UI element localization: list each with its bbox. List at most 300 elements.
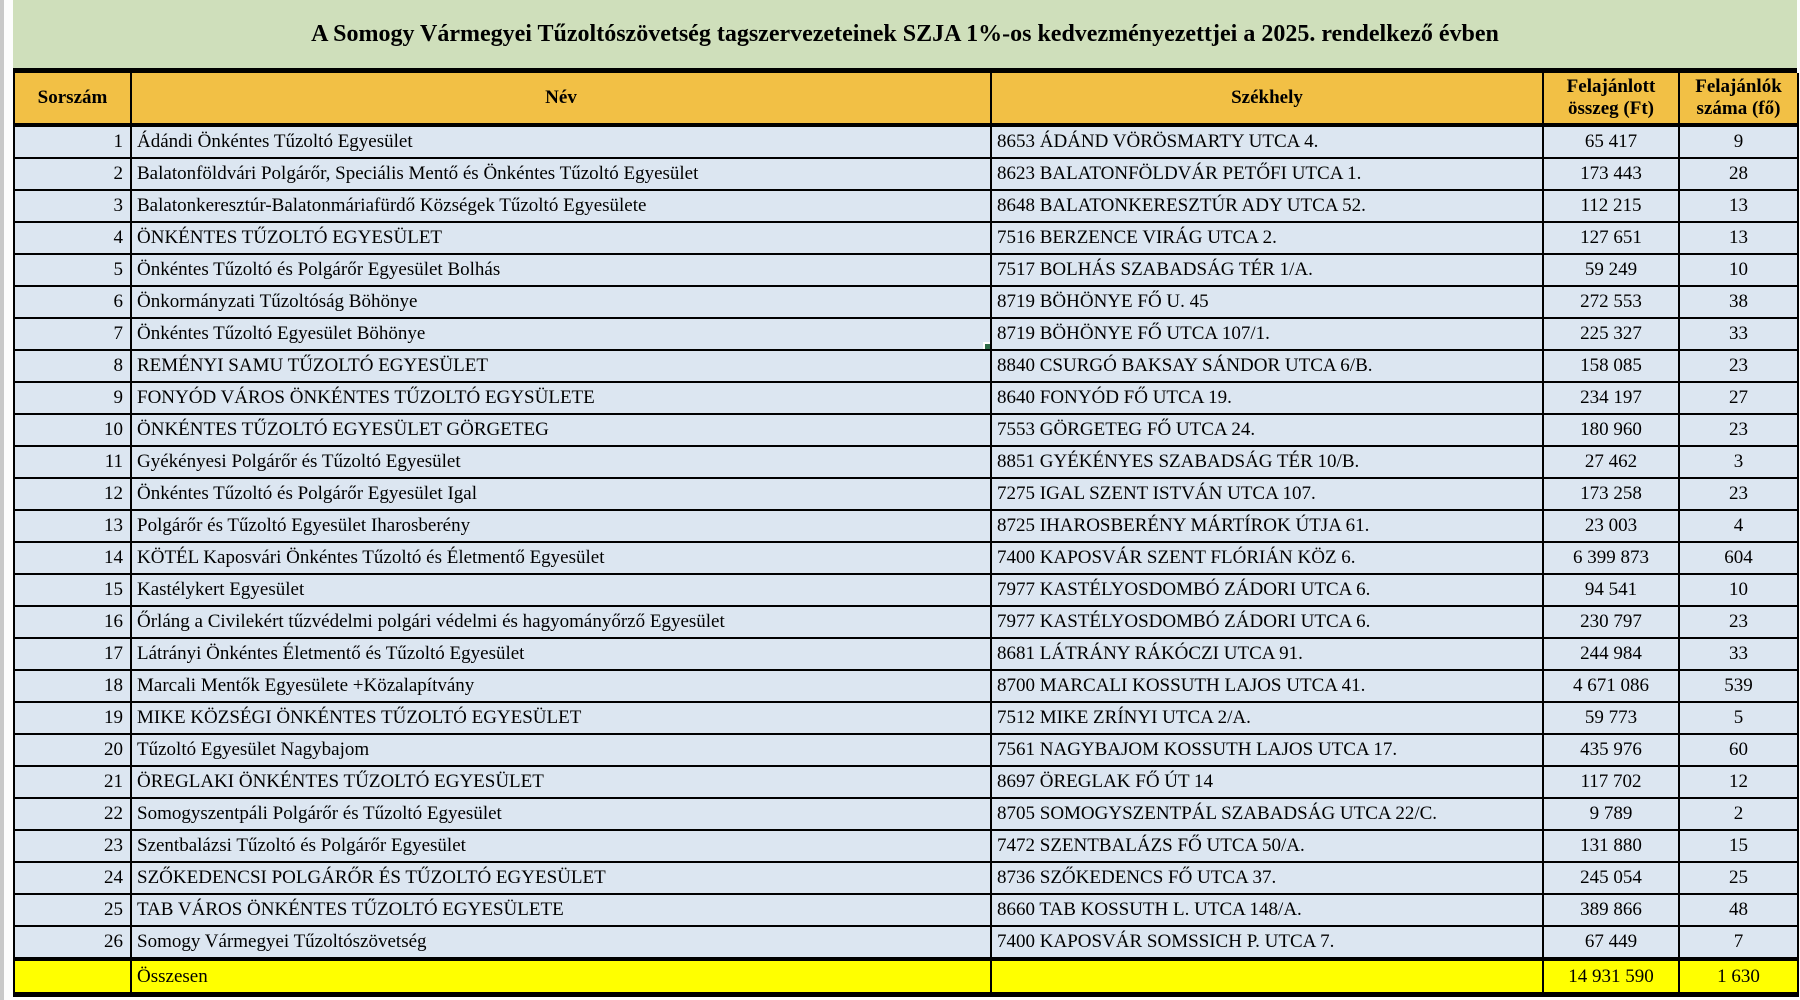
table-row (14, 606, 1798, 638)
address-cell-text: 8653 ÁDÁND VÖRÖSMARTY UTCA 4. (997, 131, 1319, 152)
count-cell-text: 27 (1729, 387, 1748, 408)
table-row (14, 638, 1798, 670)
name-cell[interactable] (131, 510, 991, 542)
name-cell[interactable] (131, 606, 991, 638)
row-number-cell[interactable] (14, 382, 131, 414)
row-number-cell-text: 16 (104, 611, 123, 632)
name-cell[interactable] (131, 542, 991, 574)
row-number-cell[interactable] (14, 190, 131, 222)
count-cell-text: 23 (1729, 419, 1748, 440)
address-cell-text: 7561 NAGYBAJOM KOSSUTH LAJOS UTCA 17. (997, 739, 1398, 760)
address-cell-text: 7472 SZENTBALÁZS FŐ UTCA 50/A. (997, 835, 1305, 856)
table-row (14, 510, 1798, 542)
count-cell[interactable] (1679, 574, 1798, 606)
count-cell[interactable] (1679, 926, 1798, 959)
amount-cell-text: 131 880 (1580, 835, 1642, 856)
name-cell-text: Balatonkeresztúr-Balatonmáriafürdő Községek Tűzoltó Egyesülete (137, 195, 647, 216)
row-number-cell-text: 7 (113, 323, 123, 344)
row-number-cell-text: 21 (104, 771, 123, 792)
name-cell-text: Szentbalázsi Tűzoltó és Polgárőr Egyesület (137, 835, 466, 856)
total-label-cell[interactable] (131, 959, 991, 995)
count-cell-text: 38 (1729, 291, 1748, 312)
amount-cell[interactable] (1543, 254, 1679, 286)
amount-cell[interactable] (1543, 606, 1679, 638)
amount-cell[interactable] (1543, 286, 1679, 318)
name-cell[interactable] (131, 670, 991, 702)
amount-cell[interactable] (1543, 702, 1679, 734)
address-cell-text: 8851 GYÉKÉNYES SZABADSÁG TÉR 10/B. (997, 451, 1360, 472)
table-row (14, 670, 1798, 702)
name-cell[interactable] (131, 222, 991, 254)
name-cell-text: Balatonföldvári Polgárőr, Speciális Mentő és Önkéntes Tűzoltó Egyesület (137, 163, 699, 184)
address-cell[interactable] (991, 574, 1543, 606)
count-cell[interactable] (1679, 766, 1798, 798)
count-cell-text: 48 (1729, 899, 1748, 920)
amount-cell-text: 6 399 873 (1573, 547, 1649, 568)
address-cell-text: 7977 KASTÉLYOSDOMBÓ ZÁDORI UTCA 6. (997, 611, 1371, 632)
address-cell-text: 8660 TAB KOSSUTH L. UTCA 148/A. (997, 899, 1302, 920)
count-cell[interactable] (1679, 222, 1798, 254)
count-cell[interactable] (1679, 798, 1798, 830)
table-row (14, 254, 1798, 286)
selection-fill-handle[interactable] (983, 342, 991, 350)
address-cell[interactable] (991, 318, 1543, 350)
name-cell-text: Marcali Mentők Egyesülete +Közalapítvány (137, 675, 475, 696)
count-cell[interactable] (1679, 286, 1798, 318)
row-number-cell-text: 18 (104, 675, 123, 696)
total-count-cell[interactable] (1679, 959, 1798, 995)
total-amount-cell[interactable] (1543, 959, 1679, 995)
count-cell[interactable] (1679, 670, 1798, 702)
amount-cell-text: 230 797 (1580, 611, 1642, 632)
count-cell-text: 3 (1733, 451, 1744, 472)
name-cell[interactable] (131, 862, 991, 894)
name-cell[interactable] (131, 926, 991, 959)
row-number-cell[interactable] (14, 702, 131, 734)
count-cell[interactable] (1679, 862, 1798, 894)
name-cell-text: Kastélykert Egyesület (137, 579, 305, 600)
count-cell[interactable] (1679, 414, 1798, 446)
table-row (14, 446, 1798, 478)
name-cell-text: MIKE KÖZSÉGI ÖNKÉNTES TŰZOLTÓ EGYESÜLET (137, 707, 582, 728)
count-cell-text: 604 (1724, 547, 1753, 568)
count-cell[interactable] (1679, 510, 1798, 542)
address-cell[interactable] (991, 862, 1543, 894)
count-cell-text: 60 (1729, 739, 1748, 760)
count-cell-text: 7 (1733, 931, 1744, 952)
table-row (14, 542, 1798, 574)
amount-cell-text: 435 976 (1580, 739, 1642, 760)
address-cell[interactable] (991, 830, 1543, 862)
address-cell[interactable] (991, 926, 1543, 959)
address-cell[interactable] (991, 702, 1543, 734)
row-number-cell[interactable] (14, 254, 131, 286)
count-cell[interactable] (1679, 318, 1798, 350)
name-cell[interactable] (131, 254, 991, 286)
table-row (14, 158, 1798, 190)
amount-cell[interactable] (1543, 446, 1679, 478)
row-number-cell-text: 15 (104, 579, 123, 600)
amount-cell-text: 27 462 (1584, 451, 1638, 472)
row-number-cell-text: 8 (113, 355, 123, 376)
row-number-cell[interactable] (14, 862, 131, 894)
row-number-cell-text: 2 (113, 163, 123, 184)
count-cell-text: 33 (1729, 643, 1748, 664)
amount-cell[interactable] (1543, 350, 1679, 382)
spreadsheet-sheet (13, 0, 1797, 997)
amount-cell-text: 67 449 (1584, 931, 1638, 952)
address-cell-text: 8700 MARCALI KOSSUTH LAJOS UTCA 41. (997, 675, 1366, 696)
row-number-cell[interactable] (14, 830, 131, 862)
table-row (14, 222, 1798, 254)
amount-cell-text: 180 960 (1580, 419, 1642, 440)
count-cell-text: 5 (1733, 707, 1744, 728)
count-cell[interactable] (1679, 158, 1798, 190)
table-row (14, 862, 1798, 894)
row-number-cell[interactable] (14, 574, 131, 606)
amount-cell[interactable] (1543, 862, 1679, 894)
count-cell[interactable] (1679, 446, 1798, 478)
name-cell[interactable] (131, 158, 991, 190)
amount-cell-text: 94 541 (1584, 579, 1638, 600)
name-cell-text: TAB VÁROS ÖNKÉNTES TŰZOLTÓ EGYESÜLETE (137, 899, 564, 920)
table-row (14, 190, 1798, 222)
name-cell-text: Ádándi Önkéntes Tűzoltó Egyesület (137, 131, 413, 152)
count-cell-text: 23 (1729, 355, 1748, 376)
address-cell-text: 7400 KAPOSVÁR SZENT FLÓRIÁN KÖZ 6. (997, 547, 1356, 568)
address-cell[interactable] (991, 382, 1543, 414)
row-number-cell[interactable] (14, 414, 131, 446)
row-number-cell[interactable] (14, 158, 131, 190)
amount-cell-text: 173 443 (1580, 163, 1642, 184)
name-cell-text: Somogy Vármegyei Tűzoltószövetség (137, 931, 427, 952)
table-row (14, 414, 1798, 446)
total-row (14, 959, 1798, 995)
count-cell[interactable] (1679, 830, 1798, 862)
name-cell-text: Őrláng a Civilekért tűzvédelmi polgári védelmi és hagyományőrző Egyesület (137, 611, 725, 632)
row-number-cell[interactable] (14, 542, 131, 574)
beneficiaries-table (13, 73, 1799, 997)
row-number-cell[interactable] (14, 638, 131, 670)
name-cell-text: Önkéntes Tűzoltó és Polgárőr Egyesület Igal (137, 483, 477, 504)
table-row (14, 286, 1798, 318)
total-address-empty-cell[interactable] (991, 959, 1543, 995)
header-nev[interactable]: Név (131, 73, 991, 125)
row-number-cell-text: 10 (104, 419, 123, 440)
count-cell-text: 4 (1733, 515, 1744, 536)
name-cell[interactable] (131, 894, 991, 926)
amount-cell-text: 234 197 (1580, 387, 1642, 408)
count-cell[interactable] (1679, 702, 1798, 734)
header-felajanlok-szama[interactable]: Felajánlók száma (fő) (1679, 73, 1798, 125)
name-cell[interactable] (131, 478, 991, 510)
name-cell-text: Tűzoltó Egyesület Nagybajom (137, 739, 370, 760)
address-cell[interactable] (991, 766, 1543, 798)
table-row (14, 574, 1798, 606)
count-cell-text: 25 (1729, 867, 1748, 888)
row-number-cell[interactable] (14, 318, 131, 350)
row-number-cell[interactable] (14, 286, 131, 318)
row-number-cell-text: 6 (113, 291, 123, 312)
row-number-cell[interactable] (14, 606, 131, 638)
address-cell-text: 8705 SOMOGYSZENTPÁL SZABADSÁG UTCA 22/C. (997, 803, 1438, 824)
table-row (14, 926, 1798, 959)
count-cell-text: 15 (1729, 835, 1748, 856)
name-cell[interactable] (131, 190, 991, 222)
count-cell-text: 13 (1729, 227, 1748, 248)
address-cell-text: 7517 BOLHÁS SZABADSÁG TÉR 1/A. (997, 259, 1313, 280)
count-cell-text: 23 (1729, 611, 1748, 632)
count-cell[interactable] (1679, 382, 1798, 414)
total-empty-cell[interactable] (14, 959, 131, 995)
amount-cell-text: 59 773 (1584, 707, 1638, 728)
table-header-row (14, 73, 1798, 125)
row-number-cell-text: 24 (104, 867, 123, 888)
amount-cell[interactable] (1543, 542, 1679, 574)
amount-cell-text: 9 789 (1589, 803, 1633, 824)
address-cell[interactable] (991, 254, 1543, 286)
amount-cell-text: 158 085 (1580, 355, 1642, 376)
name-cell[interactable] (131, 798, 991, 830)
amount-cell[interactable] (1543, 125, 1679, 158)
total-count: 1 630 (1717, 965, 1760, 987)
address-cell-text: 7553 GÖRGETEG FŐ UTCA 24. (997, 419, 1256, 440)
amount-cell-text: 65 417 (1584, 131, 1638, 152)
table-row (14, 798, 1798, 830)
address-cell-text: 7512 MIKE ZRÍNYI UTCA 2/A. (997, 707, 1251, 728)
row-number-cell[interactable] (14, 222, 131, 254)
table-row (14, 894, 1798, 926)
row-number-cell-text: 4 (113, 227, 123, 248)
amount-cell[interactable] (1543, 926, 1679, 959)
row-number-cell-text: 25 (104, 899, 123, 920)
name-cell-text: KÖTÉL Kaposvári Önkéntes Tűzoltó és Életmentő Egyesület (137, 547, 605, 568)
name-cell-text: Gyékényesi Polgárőr és Tűzoltó Egyesület (137, 451, 461, 472)
amount-cell[interactable] (1543, 766, 1679, 798)
address-cell-text: 7977 KASTÉLYOSDOMBÓ ZÁDORI UTCA 6. (997, 579, 1371, 600)
table-row (14, 350, 1798, 382)
amount-cell[interactable] (1543, 734, 1679, 766)
address-cell[interactable] (991, 638, 1543, 670)
count-cell[interactable] (1679, 606, 1798, 638)
table-row (14, 478, 1798, 510)
address-cell-text: 7275 IGAL SZENT ISTVÁN UTCA 107. (997, 483, 1316, 504)
name-cell[interactable] (131, 830, 991, 862)
address-cell-text: 8640 FONYÓD FŐ UTCA 19. (997, 387, 1232, 408)
amount-cell[interactable] (1543, 638, 1679, 670)
name-cell-text: Önkormányzati Tűzoltóság Böhönye (137, 291, 418, 312)
name-cell-text: Látrányi Önkéntes Életmentő és Tűzoltó Egyesület (137, 643, 525, 664)
row-number-cell[interactable] (14, 510, 131, 542)
name-cell[interactable] (131, 638, 991, 670)
row-number-cell-text: 23 (104, 835, 123, 856)
row-number-cell-text: 1 (113, 131, 123, 152)
row-number-cell-text: 22 (104, 803, 123, 824)
address-cell[interactable] (991, 798, 1543, 830)
address-cell[interactable] (991, 286, 1543, 318)
amount-cell-text: 173 258 (1580, 483, 1642, 504)
row-number-cell[interactable] (14, 478, 131, 510)
row-number-cell[interactable] (14, 766, 131, 798)
amount-cell[interactable] (1543, 382, 1679, 414)
count-cell[interactable] (1679, 350, 1798, 382)
name-cell[interactable] (131, 414, 991, 446)
row-number-cell-text: 3 (113, 195, 123, 216)
total-label: Összesen (137, 965, 208, 987)
row-number-cell-text: 26 (104, 931, 123, 952)
row-number-cell[interactable] (14, 734, 131, 766)
address-cell[interactable] (991, 446, 1543, 478)
address-cell[interactable] (991, 350, 1543, 382)
total-amount: 14 931 590 (1568, 965, 1654, 987)
header-sorszam[interactable]: Sorszám (14, 73, 131, 125)
name-cell[interactable] (131, 734, 991, 766)
row-number-cell[interactable] (14, 926, 131, 959)
address-cell[interactable] (991, 894, 1543, 926)
table-row (14, 382, 1798, 414)
row-number-cell-text: 11 (104, 451, 123, 472)
row-number-cell-text: 5 (113, 259, 123, 280)
row-number-cell-text: 19 (104, 707, 123, 728)
count-cell[interactable] (1679, 254, 1798, 286)
count-cell[interactable] (1679, 125, 1798, 158)
table-row (14, 702, 1798, 734)
amount-cell[interactable] (1543, 190, 1679, 222)
row-number-cell[interactable] (14, 125, 131, 158)
name-cell[interactable] (131, 382, 991, 414)
amount-cell[interactable] (1543, 318, 1679, 350)
amount-cell[interactable] (1543, 222, 1679, 254)
address-cell-text: 8648 BALATONKERESZTÚR ADY UTCA 52. (997, 195, 1366, 216)
amount-cell-text: 272 553 (1580, 291, 1642, 312)
name-cell[interactable] (131, 125, 991, 158)
amount-cell-text: 59 249 (1584, 259, 1638, 280)
count-cell-text: 2 (1733, 803, 1744, 824)
window-left-edge (0, 0, 4, 1000)
row-number-cell-text: 17 (104, 643, 123, 664)
row-number-cell-text: 12 (104, 483, 123, 504)
address-cell[interactable] (991, 478, 1543, 510)
page-title: A Somogy Vármegyei Tűzoltószövetség tagszervezeteinek SZJA 1%-os kedvezményezettjei a 2025. rendelkező évben (311, 20, 1499, 47)
amount-cell-text: 117 702 (1580, 771, 1642, 792)
name-cell[interactable] (131, 446, 991, 478)
address-cell[interactable] (991, 734, 1543, 766)
table-row (14, 125, 1798, 158)
address-cell-text: 8719 BÖHÖNYE FŐ U. 45 (997, 291, 1209, 312)
count-cell-text: 539 (1724, 675, 1753, 696)
name-cell-text: REMÉNYI SAMU TŰZOLTÓ EGYESÜLET (137, 355, 488, 376)
amount-cell-text: 389 866 (1580, 899, 1642, 920)
count-cell-text: 9 (1733, 131, 1744, 152)
name-cell-text: FONYÓD VÁROS ÖNKÉNTES TŰZOLTÓ EGYSÜLETE (137, 387, 595, 408)
name-cell-text: SZŐKEDENCSI POLGÁRŐR ÉS TŰZOLTÓ EGYESÜLET (137, 867, 606, 888)
address-cell-text: 8719 BÖHÖNYE FŐ UTCA 107/1. (997, 323, 1270, 344)
count-cell-text: 33 (1729, 323, 1748, 344)
amount-cell[interactable] (1543, 830, 1679, 862)
amount-cell[interactable] (1543, 414, 1679, 446)
name-cell[interactable] (131, 574, 991, 606)
table-body (14, 125, 1798, 959)
count-cell[interactable] (1679, 542, 1798, 574)
amount-cell[interactable] (1543, 158, 1679, 190)
name-cell[interactable] (131, 318, 991, 350)
table-row (14, 318, 1798, 350)
row-number-cell-text: 9 (113, 387, 123, 408)
row-number-cell-text: 20 (104, 739, 123, 760)
name-cell-text: Polgárőr és Tűzoltó Egyesület Iharosberény (137, 515, 471, 536)
row-number-cell[interactable] (14, 350, 131, 382)
name-cell[interactable] (131, 286, 991, 318)
name-cell-text: Önkéntes Tűzoltó Egyesület Böhönye (137, 323, 426, 344)
address-cell[interactable] (991, 510, 1543, 542)
amount-cell[interactable] (1543, 574, 1679, 606)
count-cell[interactable] (1679, 190, 1798, 222)
address-cell-text: 7516 BERZENCE VIRÁG UTCA 2. (997, 227, 1277, 248)
amount-cell[interactable] (1543, 478, 1679, 510)
amount-cell[interactable] (1543, 510, 1679, 542)
table-row (14, 766, 1798, 798)
address-cell-text: 7400 KAPOSVÁR SOMSSICH P. UTCA 7. (997, 931, 1335, 952)
count-cell[interactable] (1679, 638, 1798, 670)
amount-cell-text: 112 215 (1580, 195, 1642, 216)
row-number-cell[interactable] (14, 446, 131, 478)
count-cell[interactable] (1679, 894, 1798, 926)
address-cell[interactable] (991, 222, 1543, 254)
address-cell-text: 8697 ÖREGLAK FŐ ÚT 14 (997, 771, 1214, 792)
count-cell-text: 23 (1729, 483, 1748, 504)
address-cell-text: 8736 SZŐKEDENCS FŐ UTCA 37. (997, 867, 1277, 888)
amount-cell-text: 4 671 086 (1573, 675, 1649, 696)
row-number-cell-text: 14 (104, 547, 123, 568)
count-cell-text: 12 (1729, 771, 1748, 792)
address-cell-text: 8681 LÁTRÁNY RÁKÓCZI UTCA 91. (997, 643, 1303, 664)
address-cell[interactable] (991, 414, 1543, 446)
address-cell[interactable] (991, 190, 1543, 222)
table-row (14, 830, 1798, 862)
address-cell[interactable] (991, 542, 1543, 574)
title-cell[interactable] (13, 0, 1797, 73)
name-cell[interactable] (131, 766, 991, 798)
row-number-cell[interactable] (14, 798, 131, 830)
address-cell[interactable] (991, 125, 1543, 158)
address-cell[interactable] (991, 158, 1543, 190)
header-felajanlott-osszeg[interactable]: Felajánlott összeg (Ft) (1543, 73, 1679, 125)
count-cell-text: 10 (1729, 579, 1748, 600)
row-number-cell[interactable] (14, 894, 131, 926)
amount-cell[interactable] (1543, 798, 1679, 830)
amount-cell-text: 127 651 (1580, 227, 1642, 248)
name-cell-text: Önkéntes Tűzoltó és Polgárőr Egyesület Bolhás (137, 259, 501, 280)
amount-cell[interactable] (1543, 894, 1679, 926)
amount-cell-text: 244 984 (1580, 643, 1642, 664)
count-cell[interactable] (1679, 478, 1798, 510)
name-cell[interactable] (131, 350, 991, 382)
row-number-cell[interactable] (14, 670, 131, 702)
address-cell[interactable] (991, 670, 1543, 702)
name-cell-text: Somogyszentpáli Polgárőr és Tűzoltó Egyesület (137, 803, 502, 824)
count-cell-text: 28 (1729, 163, 1748, 184)
name-cell[interactable] (131, 702, 991, 734)
count-cell[interactable] (1679, 734, 1798, 766)
address-cell-text: 8725 IHAROSBERÉNY MÁRTÍROK ÚTJA 61. (997, 515, 1370, 536)
name-cell-text: ÖNKÉNTES TŰZOLTÓ EGYESÜLET GÖRGETEG (137, 419, 549, 440)
amount-cell[interactable] (1543, 670, 1679, 702)
address-cell[interactable] (991, 606, 1543, 638)
name-cell-text: ÖREGLAKI ÖNKÉNTES TŰZOLTÓ EGYESÜLET (137, 771, 544, 792)
address-cell-text: 8623 BALATONFÖLDVÁR PETŐFI UTCA 1. (997, 163, 1362, 184)
address-cell-text: 8840 CSURGÓ BAKSAY SÁNDOR UTCA 6/B. (997, 355, 1373, 376)
header-szekhely[interactable]: Székhely (991, 73, 1543, 125)
